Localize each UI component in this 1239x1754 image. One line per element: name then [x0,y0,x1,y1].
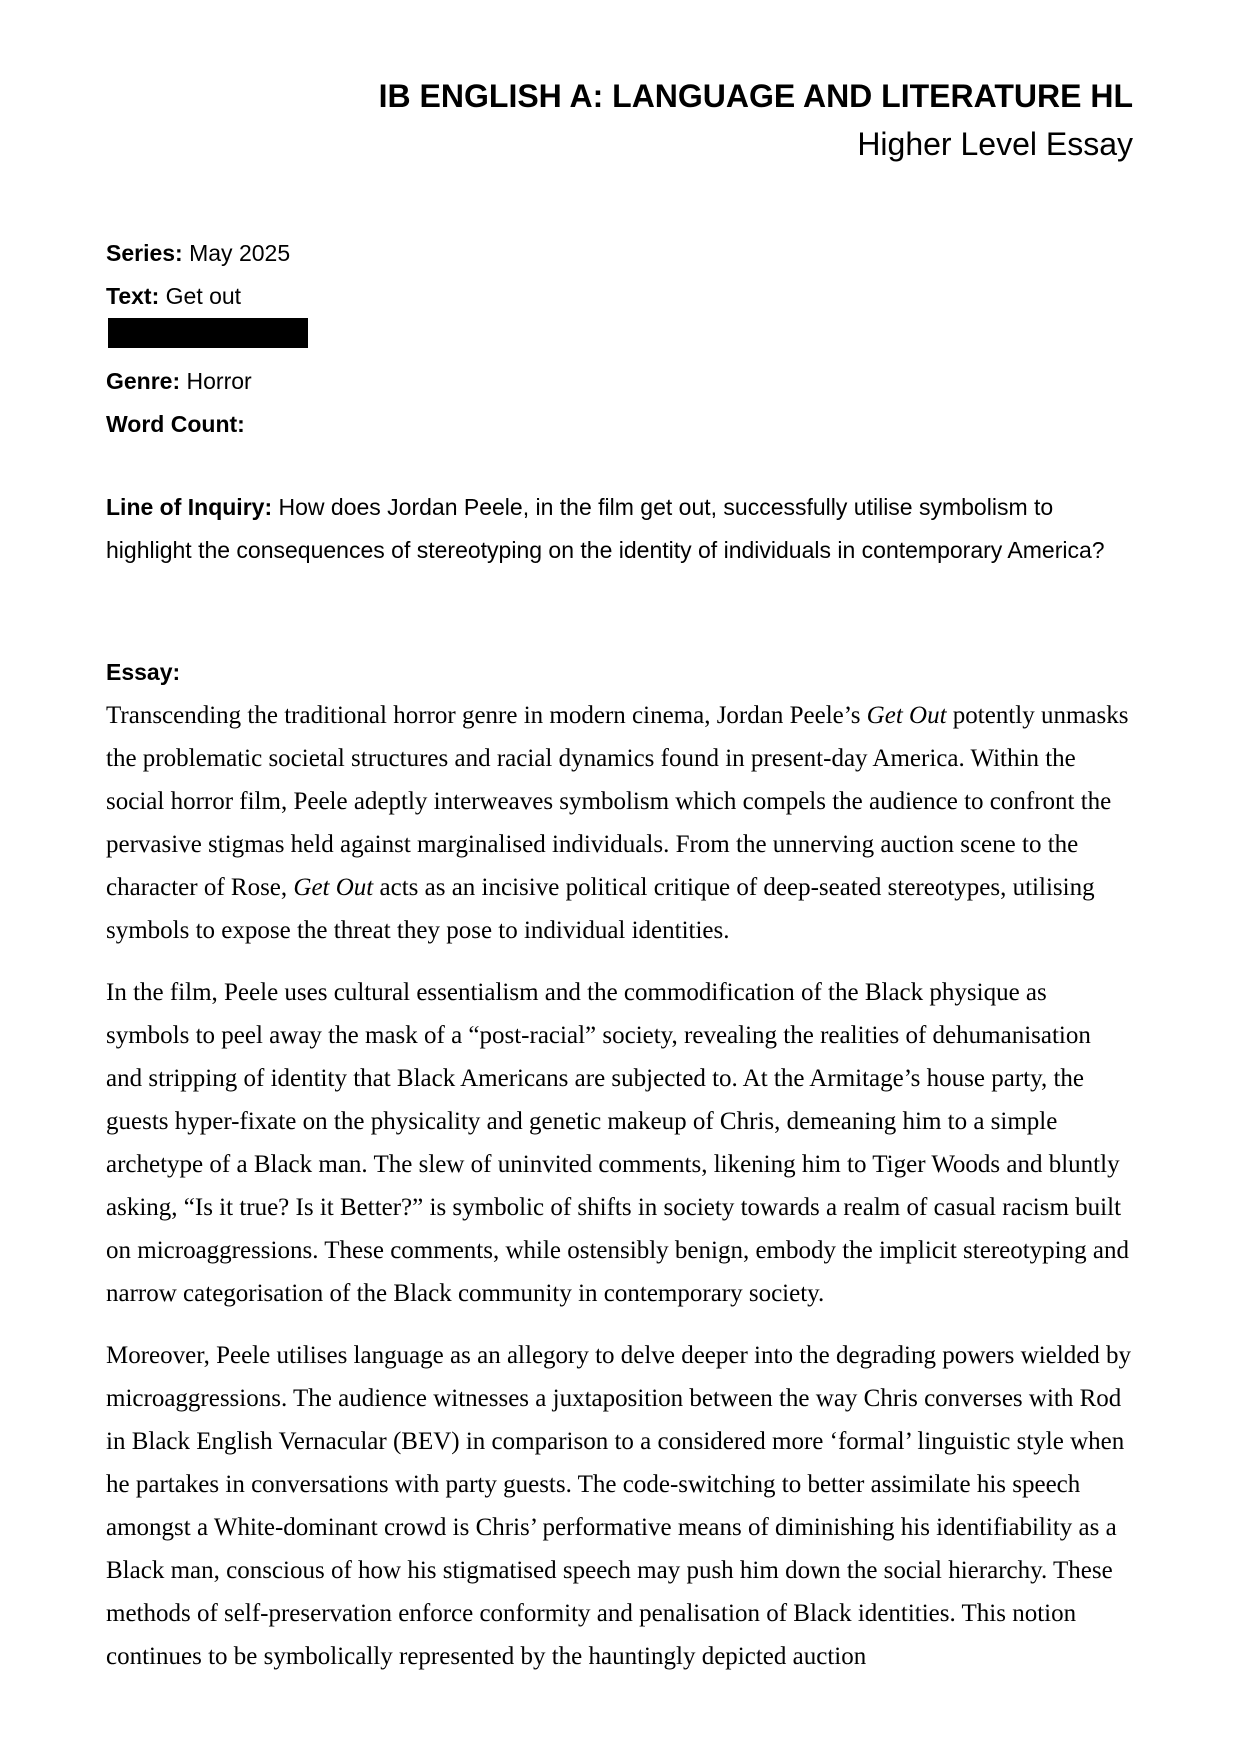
word-count-line [106,403,1133,446]
essay-paragraph [106,694,1133,952]
text-value: Get out [165,283,242,309]
document-subtitle: Higher Level Essay [857,126,1133,162]
line-of-inquiry [106,486,1133,572]
line-of-inquiry-text: How does Jordan Peele, in the film get out, successfully utilise symbolism to highlight the consequences of stereotyping on the identity of individuals in contemporary America? [106,494,1105,563]
document-title: IB ENGLISH A: LANGUAGE AND LITERATURE HL [378,78,1133,114]
essay-section [106,651,1133,1678]
series-label: Series: [106,240,183,266]
genre-label: Genre: [106,368,181,394]
metadata-section [106,232,1133,446]
essay-paragraph [106,1334,1133,1678]
film-title-italic: Get Out [293,874,374,901]
text-label: Text: [106,283,160,309]
series-line [106,232,1133,275]
text-line [106,275,1133,318]
line-of-inquiry-label: Line of Inquiry: [106,494,273,520]
essay-text-run: acts as an incisive political critique of deep-seated stereotypes, utilising symbols to expose the threat they pose to individual identities. [106,874,1095,944]
essay-body [106,694,1133,1678]
document-header [106,72,1133,168]
genre-value: Horror [186,368,252,394]
series-value: May 2025 [189,240,291,266]
essay-text-run: Moreover, Peele utilises language as an allegory to delve deeper into the degrading powers wielded by microaggressions. The audience witnesses a juxtaposition between the way Chris converses with Rod in Black English Vernacular (BEV) in comparison to a considered more ‘formal’ linguistic style when he partakes in conversations with party guests. The code-switching to better assimilate his speech amongst a White-dominant crowd is Chris’ performative means of diminishing his identifiability as a Black man, conscious of how his stigmatised speech may push him down the social hierarchy. These methods of self-preservation enforce conformity and penalisation of Black identities. This notion continues to be symbolically represented by the hauntingly depicted auction [106,1342,1132,1670]
word-count-label: Word Count: [106,411,245,437]
essay-label: Essay: [106,659,181,685]
essay-text-run: Transcending the traditional horror genre in modern cinema, Jordan Peele’s [106,702,867,729]
redacted-name-bar [108,318,308,348]
genre-line [106,360,1133,403]
essay-paragraph [106,971,1133,1315]
film-title-italic: Get Out [866,702,947,729]
essay-text-run: In the film, Peele uses cultural essentialism and the commodification of the Black physique as symbols to peel away the mask of a “post-racial” society, revealing the realities of dehumanisation and stripping of identity that Black Americans are subjected to. At the Armitage’s house party, the guests hyper-fixate on the physicality and genetic makeup of Chris, demeaning him to a simple archetype of a Black man. The slew of uninvited comments, likening him to Tiger Woods and bluntly asking, “Is it true? Is it Better?” is symbolic of shifts in society towards a realm of casual racism built on microaggressions. These comments, while ostensibly benign, embody the implicit stereotyping and narrow categorisation of the Black community in contemporary society. [106,979,1129,1307]
essay-text-run: potently unmasks the problematic societal structures and racial dynamics found in present-day America. Within the social horror film, Peele adeptly interweaves symbolism which compels the audience to confront the pervasive stigmas held against marginalised individuals. From the unnerving auction scene to the character of Rose, [106,702,1129,901]
